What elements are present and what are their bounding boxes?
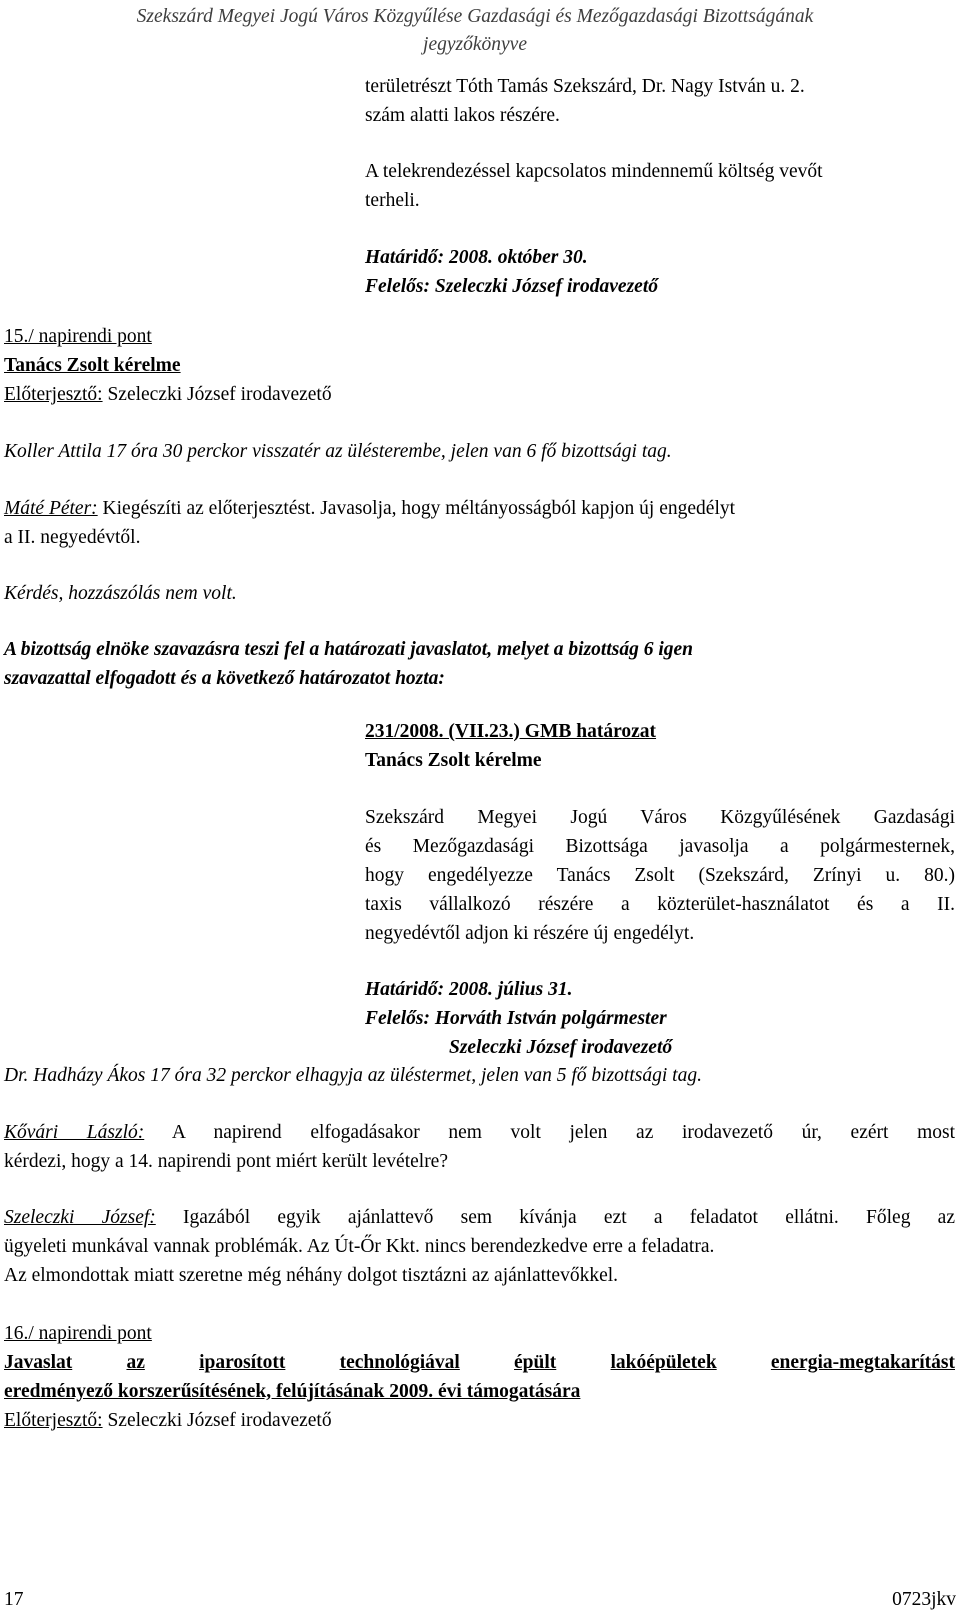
agenda-item-15-presenter (4, 380, 955, 409)
presenter-label: Előterjesztő: (4, 384, 103, 405)
resolution-responsible-1: Felelős: Horváth István polgármester (365, 1008, 667, 1029)
agenda-item-15-heading (4, 322, 955, 409)
szeleczki-line-2: ügyeleti munkával vannak problémák. Az Út-Őr Kkt. nincs berendezkedve erre a feladatra. (4, 1236, 715, 1257)
header-line-1: Szekszárd Megyei Jogú Város Közgyűlése Gazdasági és Mezőgazdasági Bizottságának (136, 6, 814, 27)
prev-resolution-deadline-block (365, 243, 955, 301)
kovari-text-1: A napirend elfogadásakor nem volt jelen az irodavezető úr, ezért most (144, 1122, 955, 1143)
kovari-speaker: Kővári László: (4, 1122, 145, 1143)
prev-resolution-cost (365, 157, 955, 215)
resolution-body-line-3: hogy engedélyezze Tanács Zsolt (Szekszárd, Zrínyi u. 80.) (365, 865, 955, 886)
prev-text-line-2: szám alatti lakos részére. (365, 105, 560, 126)
agenda-item-16-number: 16./ napirendi pont (4, 1323, 152, 1344)
resolution-heading (365, 717, 955, 775)
mate-text-1: Kiegészíti az előterjesztést. Javasolja, hogy méltányosságból kapjon új engedélyt (97, 498, 736, 519)
prev-cost-line-2: terheli. (365, 190, 420, 211)
title-word: épült (514, 1352, 557, 1373)
szeleczki-text-1: Igazából egyik ajánlattevő sem kívánja ezt a feladatot ellátni. Főleg az (155, 1207, 955, 1228)
kovari-line-1 (4, 1118, 955, 1147)
presenter-name: Szeleczki József irodavezető (102, 1410, 332, 1431)
prev-resolution-text (365, 72, 955, 130)
page-number: 17 (4, 1589, 24, 1610)
agenda-item-16-title-line-1 (4, 1348, 955, 1377)
szeleczki-line-1 (4, 1203, 955, 1232)
title-word: lakóépületek (610, 1352, 717, 1373)
resolution-body-line-4: taxis vállalkozó részére a közterület-használatot és a II. (365, 894, 955, 915)
szeleczki-statement (4, 1203, 955, 1290)
resolution-number: 231/2008. (VII.23.) GMB határozat (365, 721, 657, 742)
mate-line-1 (4, 494, 955, 523)
presenter-name: Szeleczki József irodavezető (102, 384, 332, 405)
agenda-item-16-title (4, 1348, 955, 1406)
prev-responsible: Felelős: Szeleczki József irodavezető (365, 276, 658, 297)
resolution-responsible-2: Szeleczki József irodavezető (449, 1037, 673, 1058)
presenter-label: Előterjesztő: (4, 1410, 103, 1431)
resolution-body-line-5: negyedévtől adjon ki részére új engedélyt. (365, 923, 695, 944)
agenda-item-16-title-line-2: eredményező korszerűsítésének, felújításának 2009. évi támogatására (4, 1381, 581, 1402)
note-hadhazy: Dr. Hadházy Ákos 17 óra 32 perckor elhagyja az üléstermet, jelen van 5 fő bizottsági tag. (4, 1065, 702, 1086)
document-id: 0723jkv (892, 1589, 956, 1610)
resolution-deadline: Határidő: 2008. július 31. (365, 979, 573, 1000)
kovari-statement (4, 1118, 955, 1176)
no-questions-note: Kérdés, hozzászólás nem volt. (4, 583, 237, 604)
running-header (0, 3, 950, 59)
note-koller: Koller Attila 17 óra 30 perckor visszatér az ülésterembe, jelen van 6 fő bizottsági tag. (4, 441, 672, 462)
title-word: energia-megtakarítást (770, 1352, 955, 1373)
vote-line-1: A bizottság elnöke szavazásra teszi fel a határozati javaslatot, melyet a bizottság 6 igen (4, 639, 694, 660)
title-word: Javaslat (4, 1352, 73, 1373)
mate-speaker: Máté Péter: (4, 498, 98, 519)
prev-deadline: Határidő: 2008. október 30. (365, 247, 588, 268)
resolution-body-line-2: és Mezőgazdasági Bizottsága javasolja a polgármesternek, (365, 836, 955, 857)
vote-statement (4, 635, 955, 693)
vote-line-2: szavazattal elfogadott és a következő határozatot hozta: (4, 668, 445, 689)
agenda-item-15-number: 15./ napirendi pont (4, 326, 152, 347)
resolution-body-line-1: Szekszárd Megyei Jogú Város Közgyűlésének Gazdasági (365, 807, 955, 828)
title-word: technológiával (339, 1352, 460, 1373)
title-word: iparosított (199, 1352, 286, 1373)
mate-statement (4, 494, 955, 552)
resolution-body (365, 803, 955, 948)
resolution-subject: Tanács Zsolt kérelme (365, 750, 542, 771)
agenda-item-16-heading (4, 1319, 955, 1435)
header-line-2: jegyzőkönyve (423, 34, 527, 55)
prev-text-line-1: területrészt Tóth Tamás Szekszárd, Dr. Nagy István u. 2. (365, 76, 805, 97)
mate-line-2: a II. negyedévtől. (4, 527, 141, 548)
title-word: az (126, 1352, 145, 1373)
szeleczki-line-3: Az elmondottak miatt szeretne még néhány dolgot tisztázni az ajánlattevőkkel. (4, 1265, 619, 1286)
agenda-item-15-title: Tanács Zsolt kérelme (4, 355, 181, 376)
kovari-line-2: kérdezi, hogy a 14. napirendi pont miért került levételre? (4, 1151, 448, 1172)
agenda-item-16-presenter (4, 1406, 955, 1435)
szeleczki-speaker: Szeleczki József: (4, 1207, 156, 1228)
resolution-deadline-block (365, 975, 955, 1062)
prev-cost-line-1: A telekrendezéssel kapcsolatos mindennemű költség vevőt (365, 161, 823, 182)
